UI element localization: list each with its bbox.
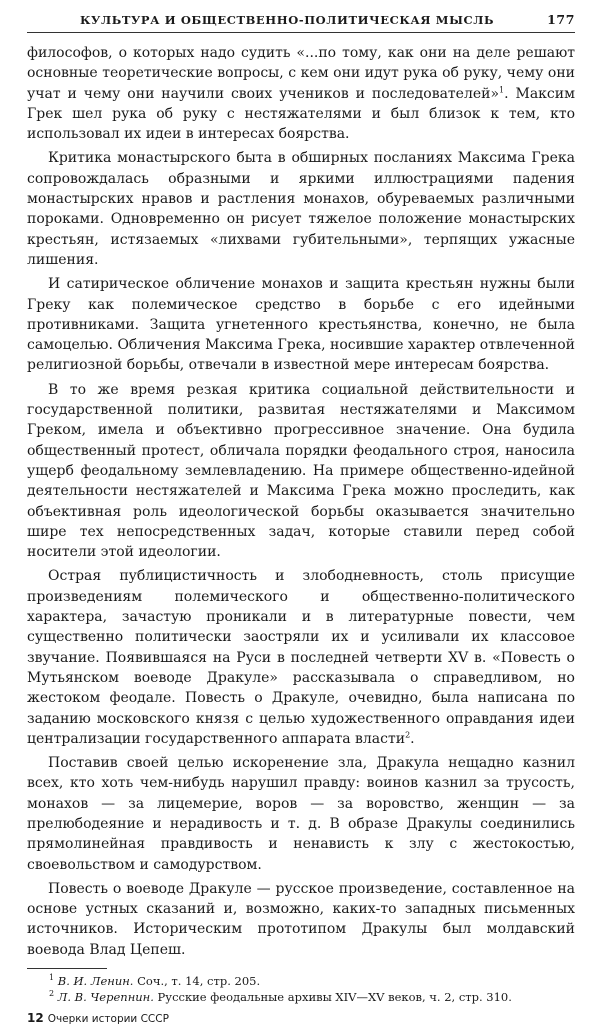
footnote-1-text: Соч., т. 14, стр. 205.: [133, 974, 261, 989]
footnote-ref-2: 2: [405, 730, 411, 740]
paragraph-7: Повесть о воеводе Дракуле — русское произведение, составленное на основе устных сказаний и, возможно, каких-то западных письменных источников. Историческим прототипом Дракулы был молдавский воевода Влад Цепеш.: [27, 880, 575, 958]
footnote-2-author: Л. В. Черепнин.: [57, 990, 154, 1005]
paragraph-4: В то же время резкая критика социальной действительности и государственной политики, развитая нестяжателями и Максимом Греком, имела и объективно прогрессивное значение. Она будила общественный протест, обличала порядки феодального строя, наносила ущерб феодальному землевладению. На примере общественно-идейной деятельности нестяжателей и Максима Грека можно проследить, как объективная роль идеологической борьбы оказывается значительно шире тех непосредственных задач, которые ставили перед собой носители этой идеологии.: [27, 381, 575, 561]
signature-text: Очерки истории СССР: [47, 1013, 169, 1025]
footnote-2-text: Русские феодальные архивы XIV—XV веков, ч. 2, стр. 310.: [153, 990, 512, 1005]
paragraph-3: И сатирическое обличение монахов и защита крестьян нужны были Греку как полемическое средство в борьбе с его идейными противниками. Защита угнетенного крестьянства, конечно, не была самоцелью. Обличения Максима Грека, носившие характер отвлеченной религиозной борьбы, отвечали в известной мере интересам боярства.: [27, 276, 575, 374]
paragraph-1-tail: . Максим Грек шел рука об руку с нестяжателями и был близок к тем, кто использовал их идеи в интересах боярства.: [27, 85, 575, 143]
paragraph-1-text: философов, о которых надо судить «...по тому, как они на деле решают основные теоретические вопросы, с кем они идут рука об руку, чему они учат и чему они научили своих учеников и последователей»: [27, 45, 575, 102]
footnote-1-mark: 1: [49, 973, 55, 983]
paragraph-6: Поставив своей целью искоренение зла, Дракула нещадно казнил всех, кто хоть чем-нибудь нарушил правду: воинов казнил за трусость, монахов — за лицемерие, воров — за воровство, женщин — за прелюбодеяние и нерадивость и т. д. В образе Дракулы соединились прямолинейная правдивость и ненависть к злу с жестокостью, своевольством и самодурством.: [27, 755, 575, 873]
paragraph-2: Критика монастырского быта в обширных посланиях Максима Грека сопровождалась образными и яркими иллюстрациями падения монастырских нравов и растления монахов, обуреваемых различными пороками. Одновременно он рисует тяжелое положение монастырских крестьян, истязаемых «лихвами губительными», терпящих ужасные лишения.: [27, 150, 575, 268]
paragraph-5-text: Острая публицистичность и злободневность, столь присущие произведениям полемического и общественно-политического характера, зачастую проникали и в литературные повести, чем существенно политически заостряли их и усиливали их классовое звучание. Появившаяся на Руси в последней четверти XV в. «Повесть о Мутьянском воеводе Дракуле» рассказывала о справедливом, но жестоком феодале. Повесть о Дракуле, очевидно, была написана по заданию московского князя с целью художественного оправдания идеи централизации государственного аппарата власти: [27, 568, 575, 747]
printer-signature: [27, 1011, 575, 1025]
footnote-2-mark: 2: [49, 989, 55, 999]
footnote-1: [27, 973, 575, 989]
paragraph-1: [27, 43, 575, 144]
signature-number: 12: [27, 1011, 44, 1025]
page-number: 177: [547, 12, 575, 27]
footnote-divider: [27, 968, 107, 969]
running-head: [27, 12, 575, 33]
running-head-title: КУЛЬТУРА И ОБЩЕСТВЕННО-ПОЛИТИЧЕСКАЯ МЫСЛЬ: [79, 13, 495, 27]
book-page: [27, 12, 575, 1025]
footnotes: [27, 973, 575, 1005]
footnote-ref-1: 1: [499, 84, 505, 94]
paragraph-5: [27, 566, 575, 749]
paragraph-5-tail: .: [410, 730, 415, 747]
footnote-2: [27, 989, 575, 1005]
footnote-1-author: В. И. Ленин.: [57, 974, 134, 989]
main-text: [27, 43, 575, 960]
